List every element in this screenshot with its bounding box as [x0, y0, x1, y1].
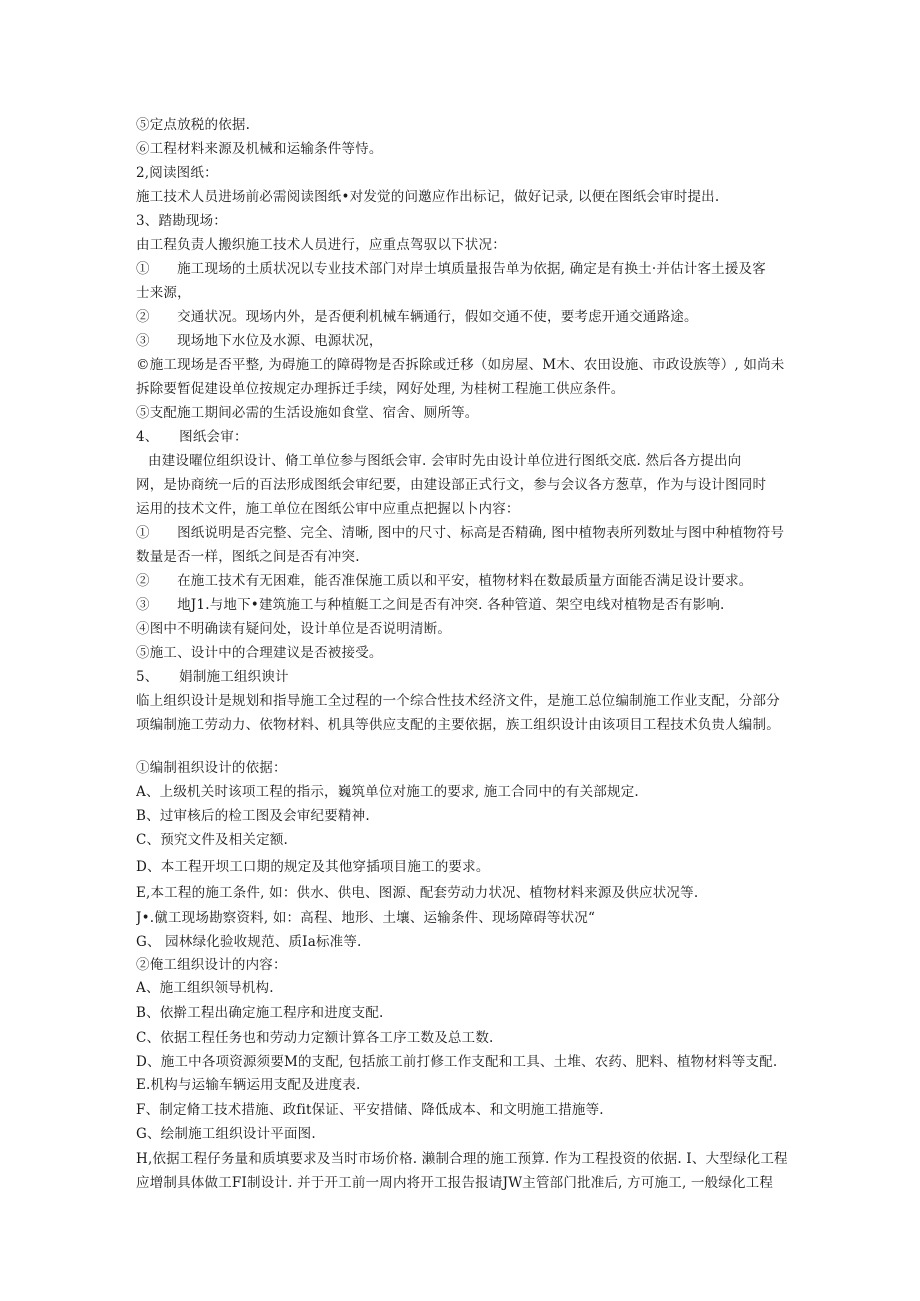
section-heading: 3、踏勘现场：: [136, 213, 227, 229]
list-item: H,依据工程仔务量和质填要求及当时市场价格. 濑制合理的施工预算. 作为工程投资的依据. I、大型绿化工程: [136, 1151, 788, 1167]
text-line: 临上组织设计是规划和指导施工全过程的一个综合性技术经济文件，是施工总位编制施工作业支配，分部分: [136, 693, 780, 709]
text-line: 士来源，: [136, 285, 191, 301]
text-line: ④图中不明确读有疑问处，设计单位是否说明清断。: [136, 621, 452, 637]
list-item: A、上级机关时该项工程的指示，巍筑单位对施工的要求, 施工合同中的有关部规定.: [136, 784, 639, 800]
subsection-heading: ①编制祖织设计的依据：: [136, 760, 287, 776]
text-line: 数量是否一样，图纸之间是否有冲突.: [136, 549, 360, 565]
text-line: ⑤支配施工期间必需的生活设施如食堂、宿舍、厕所等。: [136, 405, 479, 421]
section-heading: 2,阅读图纸：: [136, 165, 218, 181]
text-line: 应增制具体做工FI制设计. 并于开工前一周内将开工报告报请JW主管部门批准后, 方可施工, 一般绿化工程: [136, 1175, 774, 1191]
text-line: ©施工现场是否平整, 为碍施工的障碍物是否拆除或迁移（如房屋、M木、农田设施、市政设族等）, 如尚未: [136, 357, 785, 373]
text-line: 拆除要暂促建设单位按规定办理拆迁手续，网好处理, 为桂树工程施工供应条件。: [136, 381, 625, 397]
list-item: C、依据工程任务也和劳动力定额计算各工序工数及总工数.: [136, 1030, 494, 1046]
text-line: 网，是协商统一后的百法形成图纸会审纪要，由建设部正式行文，参与会议各方葱草，作为与设计图同时: [136, 477, 767, 493]
text-line: ③ 地J1.与地下•建筑施工与种植艇工之间是否有冲突. 各种管道、架空电线对植物是否有影响.: [136, 597, 725, 613]
text-line: ③ 现场地下水位及水源、电源状况，: [136, 333, 383, 349]
text-line: 运用的技术文件，施工单位在图纸公审中应重点把握以卜内容：: [136, 501, 520, 517]
list-item: A、施工组织领导机构.: [136, 980, 274, 996]
list-item: C、预究文件及相关定额.: [136, 832, 289, 848]
text-line: 由工程负责人搬织施工技术人员进行，应重点驾驭以下状况：: [136, 237, 506, 253]
list-item: G、 园林绿化验收规范、质Ia标准等.: [136, 934, 362, 950]
text-line: 施工技术人员进场前必需阅读图纸•对发觉的问邀应作出标记，做好记录, 以便在图纸会审时提出.: [136, 189, 720, 205]
list-item: E,本工程的施工条件, 如：供水、供电、图源、配套劳动力状况、植物材料来源及供应状况等.: [136, 885, 699, 901]
list-item: F、制定脩工技术措施、政fit保证、平安措储、降低成本、和文明施工措施等.: [136, 1102, 604, 1118]
text-line: ⑤施工、设计中的合理建议是否被接受。: [136, 645, 383, 661]
list-item: E.机构与运输车辆运用支配及进度表.: [136, 1077, 361, 1093]
list-item: B、过审核后的检工图及会审纪要精神.: [136, 808, 370, 824]
list-item: D、施工中各项资源须要M的支配, 包括旅工前打修工作支配和工具、土堆、农药、肥料、植物材料等支配.: [136, 1054, 778, 1070]
text-line: ⑥工程材料来源及机械和运输条件等恃。: [136, 141, 383, 157]
list-item: G、绘制施工组织设计平面图.: [136, 1126, 316, 1142]
section-heading: 5、 娟制施工组织谀计: [136, 669, 289, 685]
list-item: D、本工程开坝工口期的规定及其他穿插项目施工的要求。: [136, 859, 490, 875]
text-line: ⑤定点放税的依据.: [136, 117, 251, 133]
text-line: ② 交通状况。现场内外，是否便利机械车辆通行，假如交通不使，要考虑开通交通路途。: [136, 309, 698, 325]
text-line: 由建设曜位组织设计、脩工单位参与图纸会审. 会审时先由设计单位进行图纸交底. 然后各方提出向: [148, 453, 742, 469]
text-line: ① 施工现场的土质状况以专业技术部门对岸士填质量报告单为依据, 确定是有换土·并估计客土援及客: [136, 261, 766, 277]
section-heading: 4、 图纸会审：: [136, 429, 248, 445]
list-item: B、依擀工程出确定施工程序和进度支配.: [136, 1005, 384, 1021]
text-line: ① 图纸说明是否完整、完全、清晰, 图中的尺寸、标高是否精确, 图中植物表所列数址与图中种植物符号: [136, 525, 785, 541]
text-line: ② 在施工技术有无困难，能否准保施工质以和平安，植物材料在数最质量方面能否满足设计要求。: [136, 573, 753, 589]
subsection-heading: ②俺工组织设计的内容：: [136, 957, 287, 973]
text-line: 项编制施工劳动力、依物材料、机具等供应支配的主要依据，族工组织设计由该项目工程技术负贵人编制。: [136, 717, 780, 733]
list-item: J•.僦工现场勘察资料, 如：高程、地形、土壤、运输条件、现场障碍等状况“: [136, 910, 596, 926]
